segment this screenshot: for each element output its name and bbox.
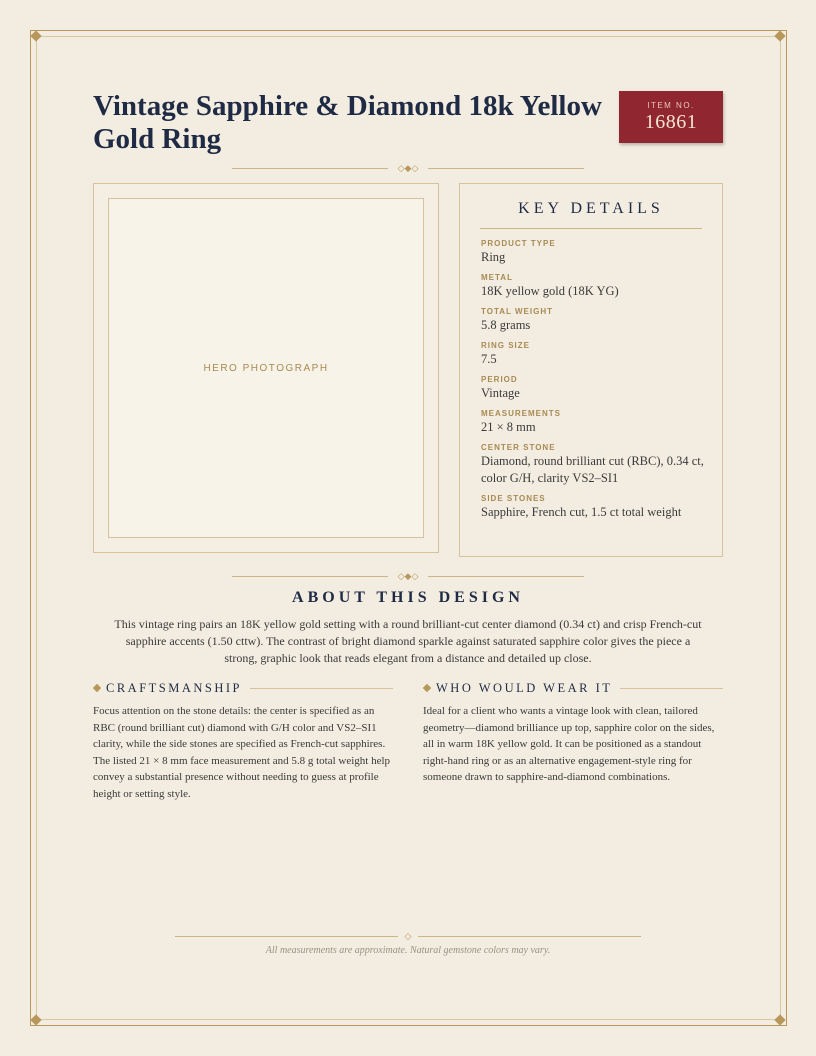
- footer-divider: [175, 931, 641, 943]
- detail-value: Ring: [481, 250, 506, 264]
- diamond-bullet-icon: [423, 684, 431, 692]
- item-number-label: ITEM NO.: [647, 101, 695, 110]
- detail-side-stones: [481, 493, 705, 521]
- detail-label: PRODUCT TYPE: [481, 239, 556, 248]
- detail-value: 18K yellow gold (18K YG): [481, 284, 619, 298]
- about-text: This vintage ring pairs an 18K yellow gold setting with a round brilliant-cut center diamond (0.34 ct) and crisp French-cut sapphire accents (1.50 cttw). The contrast of bright diamond sparkle against saturated sapphire color gives the piece a strong, graphic look that reads elegant from a distance and detailed up close.: [114, 617, 702, 665]
- hero-photo-frame: [93, 183, 439, 553]
- detail-label: CENTER STONE: [481, 443, 556, 452]
- detail-total-weight: [481, 306, 705, 334]
- detail-value: 21 × 8 mm: [481, 420, 536, 434]
- detail-label: TOTAL WEIGHT: [481, 307, 553, 316]
- wearer-heading: WHO WOULD WEAR IT: [436, 681, 620, 696]
- item-number-badge: [619, 91, 723, 143]
- hero-photo-placeholder: [108, 198, 424, 538]
- diamond-ornament-icon: ◇◆◇: [397, 164, 419, 174]
- about-heading: ABOUT THIS DESIGN: [292, 589, 524, 606]
- item-number: 16861: [644, 111, 698, 133]
- detail-center-stone: [481, 442, 705, 487]
- craftsmanship-text: Focus attention on the stone details: the center is specified as an RBC (round brilliant cut) diamond with G/H color and VS2–SI1 clarity, while the side stones are specified as French-cut sapphires. The listed 21 × 8 mm face measurement and 5.8 g total weight help convey a substantial presence without needing to guess at profile height or setting style.: [93, 705, 391, 800]
- craftsmanship-section: [93, 681, 393, 802]
- detail-value: Vintage: [481, 386, 520, 400]
- detail-measurements: [481, 408, 705, 436]
- title-divider: [232, 163, 584, 175]
- page-title: Vintage Sapphire & Diamond 18k Yellow Gold Ring: [93, 90, 602, 155]
- craftsmanship-heading: CRAFTSMANSHIP: [106, 681, 250, 696]
- key-details-heading: KEY DETAILS: [480, 200, 702, 229]
- detail-label: SIDE STONES: [481, 494, 546, 503]
- diamond-bullet-icon: [93, 684, 101, 692]
- detail-label: RING SIZE: [481, 341, 531, 350]
- footer-note: All measurements are approximate. Natural gemstone colors may vary.: [265, 945, 551, 956]
- detail-metal: [481, 272, 705, 300]
- detail-value: Diamond, round brilliant cut (RBC), 0.34 ct, color G/H, clarity VS2–SI1: [481, 454, 704, 485]
- detail-label: PERIOD: [481, 375, 518, 384]
- key-details-panel: [459, 183, 723, 557]
- detail-product-type: [481, 238, 705, 266]
- detail-period: [481, 374, 705, 402]
- detail-ring-size: [481, 340, 705, 368]
- hero-photo-label: HERO PHOTOGRAPH: [203, 362, 329, 374]
- detail-value: Sapphire, French cut, 1.5 ct total weight: [481, 505, 682, 519]
- detail-value: 5.8 grams: [481, 318, 531, 332]
- diamond-ornament-icon: ◇◆◇: [397, 572, 419, 582]
- about-divider: [232, 571, 584, 583]
- wearer-header: [423, 681, 723, 697]
- craftsmanship-header: [93, 681, 393, 697]
- detail-value: 7.5: [481, 352, 497, 366]
- detail-label: METAL: [481, 273, 513, 282]
- wearer-section: [423, 681, 723, 786]
- wearer-text: Ideal for a client who wants a vintage look with clean, tailored geometry—diamond brilliance up top, sapphire color on the sides, all in warm 18K yellow gold. It can be positioned as a standout right-hand ring or as an alternative engagement-style ring for someone drawn to sapphire-and-diamond combinations.: [423, 705, 715, 783]
- diamond-ornament-icon: ◇: [404, 932, 412, 942]
- key-details-list: [481, 238, 705, 527]
- detail-label: MEASUREMENTS: [481, 409, 562, 418]
